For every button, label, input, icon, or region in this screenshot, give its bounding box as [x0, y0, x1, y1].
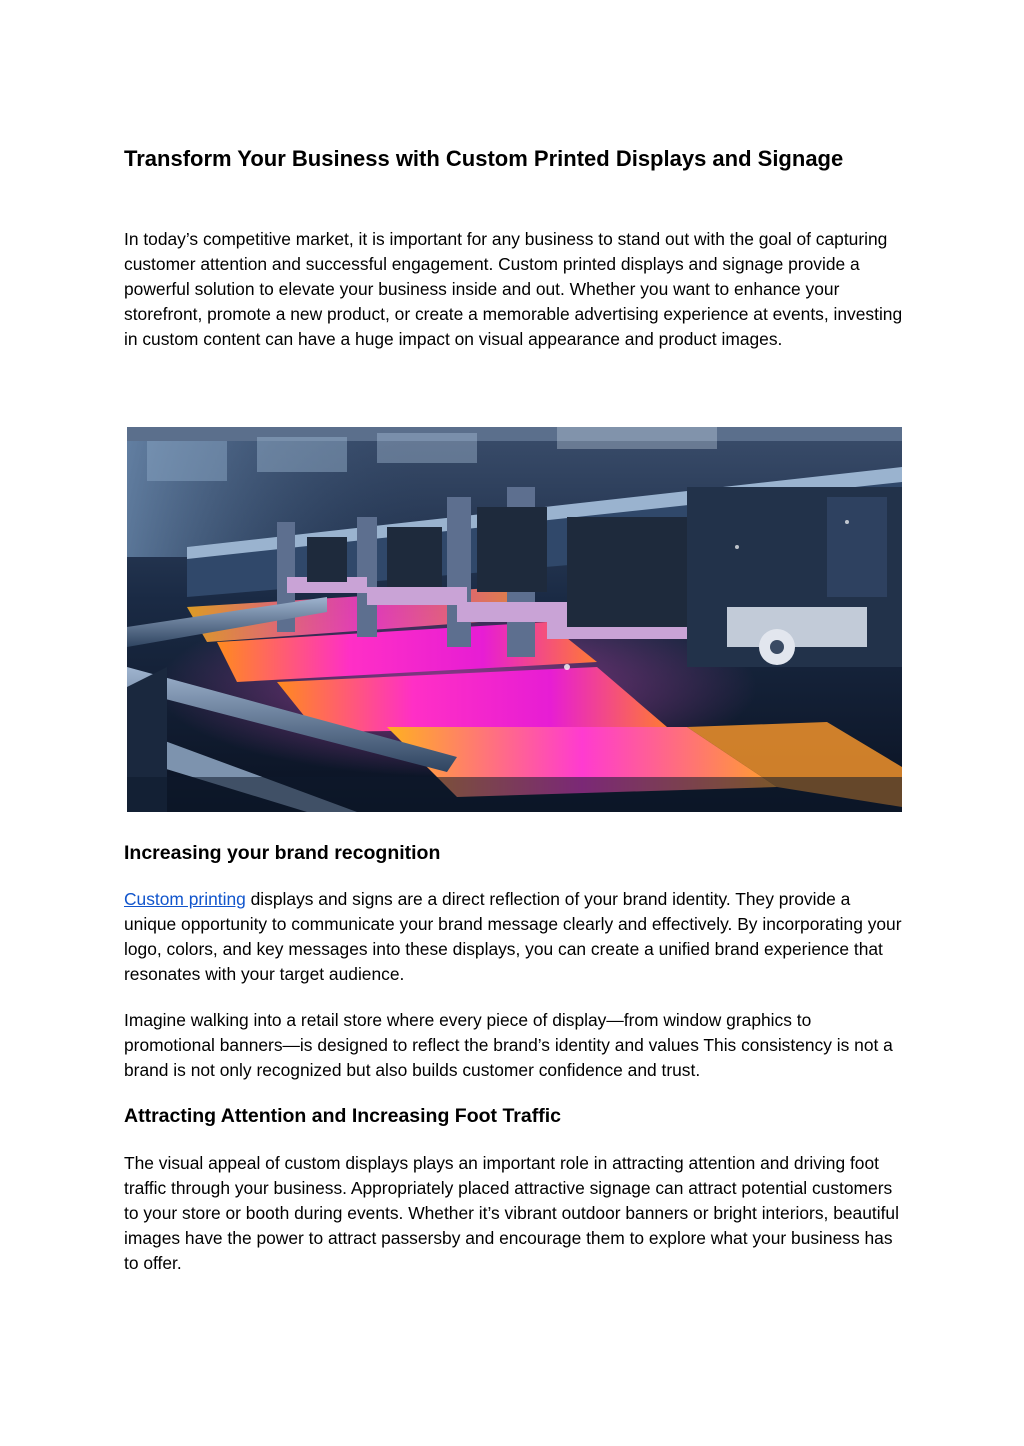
printing-press-image — [127, 427, 902, 812]
brand-paragraph-2: Imagine walking into a retail store where every piece of display—from window graphics to promotional banners—is designed to reflect the brand’s identity and values This consistency is not a brand is not only recognized but also builds customer confidence and trust. — [124, 1010, 893, 1080]
section-heading-brand-recognition: Increasing your brand recognition — [124, 842, 441, 864]
section-heading-attracting-attention: Attracting Attention and Increasing Foot Traffic — [124, 1105, 561, 1127]
brand-paragraph-1-text: displays and signs are a direct reflection of your brand identity. They provide a unique opportunity to communicate your brand message clearly and effectively. By incorporating your logo, colors, and key messages into these displays, you can create a unified brand experience that resonates with your target audience. — [124, 889, 902, 984]
brand-paragraph-1 — [124, 887, 904, 987]
attracting-paragraph: The visual appeal of custom displays plays an important role in attracting attention and driving foot traffic through your business. Appropriately placed attractive signage can attract potential customers to your store or booth during events. Whether it’s vibrant outdoor banners or bright interiors, beautiful images have the power to attract passersby and encourage them to explore what your business has to offer. — [124, 1153, 899, 1273]
custom-printing-link[interactable]: Custom printing — [124, 889, 246, 909]
page-title: Transform Your Business with Custom Printed Displays and Signage — [124, 146, 844, 171]
intro-paragraph: In today’s competitive market, it is important for any business to stand out with the goal of capturing customer attention and successful engagement. Custom printed displays and signage provide a powerful solution to elevate your business inside and out. Whether you want to enhance your storefront, promote a new product, or create a memorable advertising experience at events, investing in custom content can have a huge impact on visual appearance and product images. — [124, 229, 903, 349]
